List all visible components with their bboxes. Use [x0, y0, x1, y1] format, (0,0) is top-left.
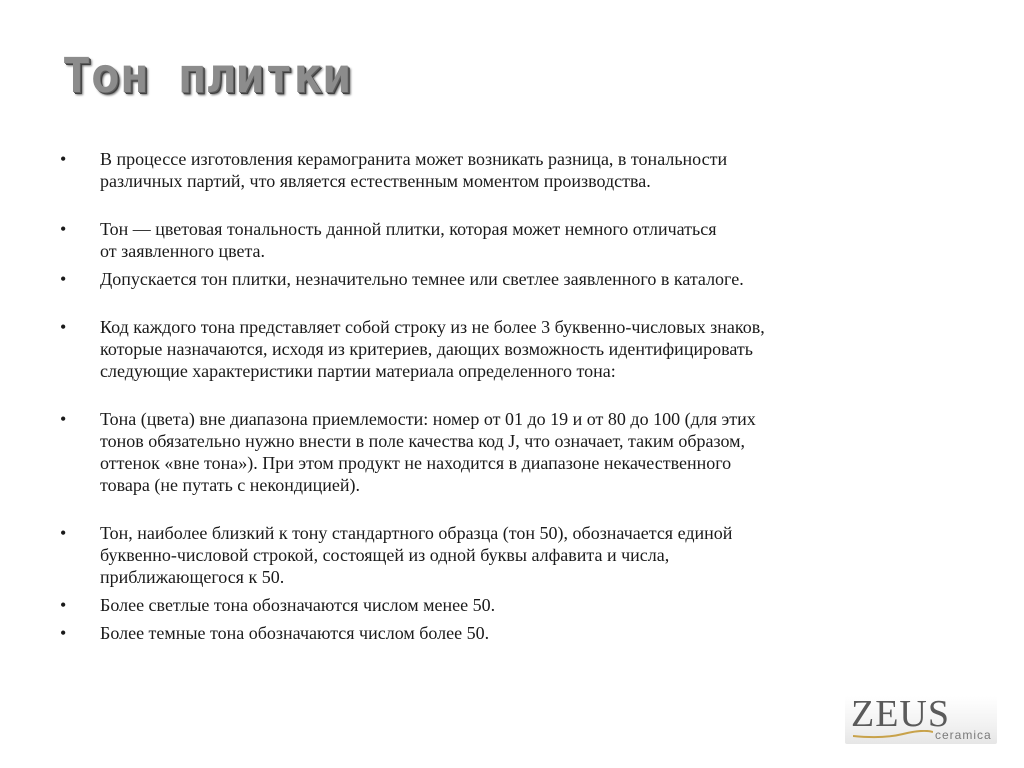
bullet-line: Тон, наиболее близкий к тону стандартного образца (тон 50), обозначается единой — [100, 523, 733, 543]
bullet-item — [58, 622, 978, 644]
bullet-line: В процессе изготовления керамогранита может возникать разница, в тональности — [100, 149, 728, 169]
bullet-line: Допускается тон плитки, незначительно темнее или светлее заявленного в каталоге. — [100, 269, 744, 289]
bullet-line: различных партий, что является естественным моментом производства. — [100, 171, 651, 191]
bullet-item — [58, 148, 978, 192]
bullet-item — [58, 316, 978, 382]
bullet-line: товара (не путать с некондицией). — [100, 475, 361, 495]
logo-wordmark: ZEUS — [851, 693, 950, 735]
bullet-line: следующие характеристики партии материала определенного тона: — [100, 361, 616, 381]
bullet-item — [58, 522, 978, 588]
logo-swoosh-icon — [853, 730, 933, 740]
bullet-marker: • — [60, 269, 67, 289]
slide-title: Тон плитки — [62, 48, 351, 104]
bullet-line: оттенок «вне тона»). При этом продукт не находится в диапазоне некачественного — [100, 453, 732, 473]
bullet-marker: • — [60, 623, 67, 643]
bullet-line: приближающегося к 50. — [100, 567, 285, 587]
logo-subtitle: ceramica — [935, 728, 992, 742]
bullet-marker: • — [60, 149, 67, 169]
bullet-list — [58, 148, 978, 644]
bullet-item — [58, 218, 978, 262]
bullet-line: Тона (цвета) вне диапазона приемлемости: номер от 01 до 19 и от 80 до 100 (для этих — [100, 409, 756, 429]
bullet-line: Код каждого тона представляет собой строку из не более 3 буквенно-числовых знаков, — [100, 317, 765, 337]
bullet-marker: • — [60, 317, 67, 337]
zeus-logo — [845, 692, 997, 748]
bullet-line: Более светлые тона обозначаются числом менее 50. — [100, 595, 496, 615]
bullet-marker: • — [60, 219, 67, 239]
bullet-marker: • — [60, 523, 67, 543]
bullet-item — [58, 268, 978, 290]
bullet-line: буквенно-числовой строкой, состоящей из одной буквы алфавита и числа, — [100, 545, 670, 565]
bullet-line: от заявленного цвета. — [100, 241, 266, 261]
bullet-line: которые назначаются, исходя из критериев, дающих возможность идентифицировать — [100, 339, 753, 359]
bullet-line: тонов обязательно нужно внести в поле качества код J, что означает, таким образом, — [100, 431, 746, 451]
bullet-line: Тон — цветовая тональность данной плитки, которая может немного отличаться — [100, 219, 717, 239]
bullet-item — [58, 408, 978, 496]
bullet-item — [58, 594, 978, 616]
bullet-line: Более темные тона обозначаются числом более 50. — [100, 623, 490, 643]
bullet-marker: • — [60, 595, 67, 615]
bullet-marker: • — [60, 409, 67, 429]
